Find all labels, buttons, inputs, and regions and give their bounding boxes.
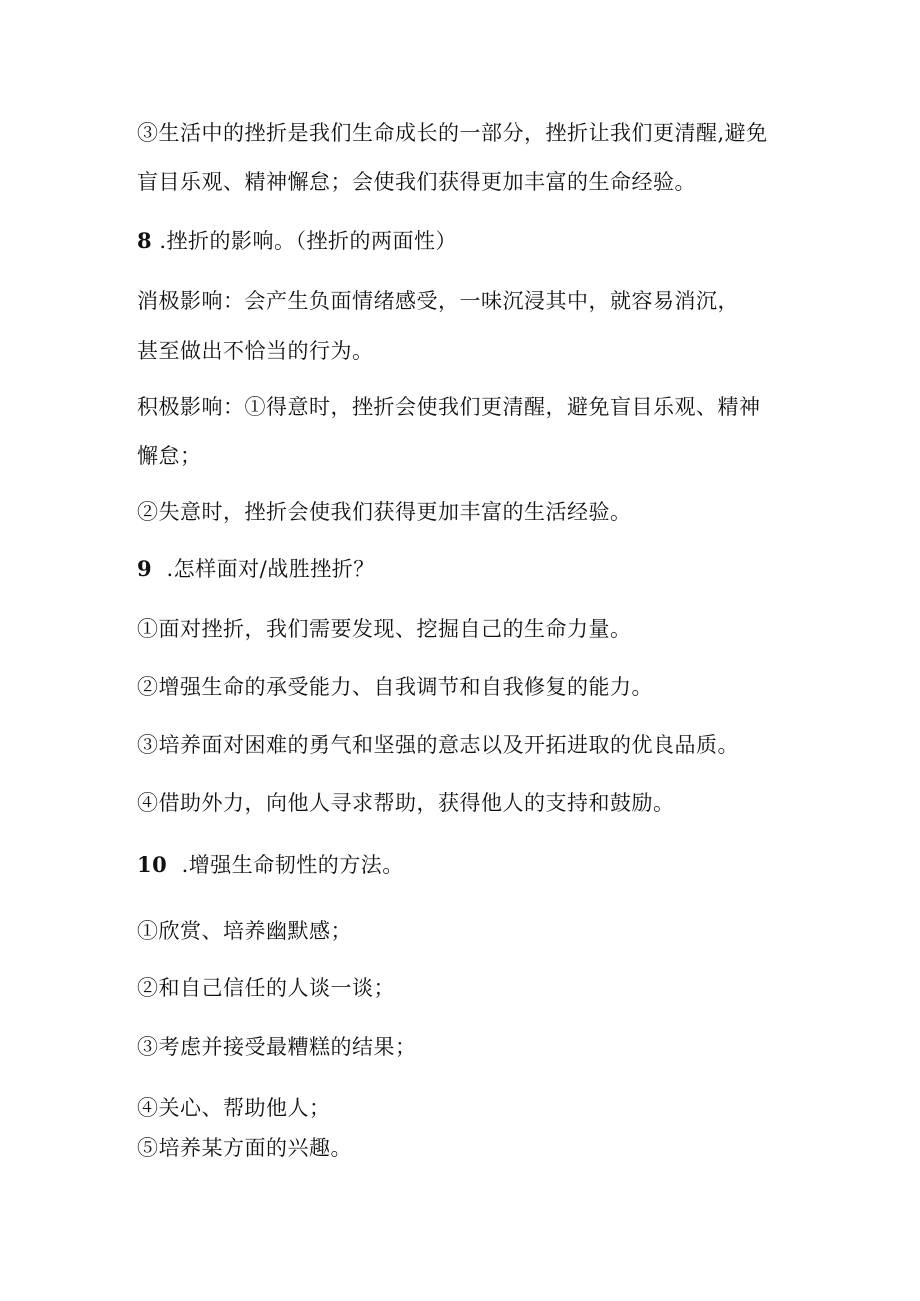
section-title: .增强生命韧性的方法。 [181, 853, 404, 877]
section-title: .怎样面对/战胜挫折？ [166, 557, 375, 581]
list-item: ⑤培养某方面的兴趣。 [137, 1136, 352, 1160]
paragraph-line: 消极影响：会产生负面情绪感受，一味沉浸其中，就容易消沉， [137, 289, 739, 313]
list-item: ④借助外力，向他人寻求帮助，获得他人的支持和鼓励。 [137, 791, 675, 815]
section-number: 10 [137, 852, 168, 877]
list-item: ②和自己信任的人谈一谈； [137, 976, 395, 1000]
section-heading-10 [137, 850, 404, 880]
list-item: ②增强生命的承受能力、自我调节和自我修复的能力。 [137, 675, 653, 699]
list-item: ③考虑并接受最糟糕的结果； [137, 1035, 417, 1059]
paragraph-line: 甚至做出不恰当的行为。 [137, 339, 374, 363]
list-item: ③培养面对困难的勇气和坚强的意志以及开拓进取的优良品质。 [137, 733, 739, 757]
section-number: 9 [137, 556, 153, 581]
section-number: 8 [137, 228, 153, 253]
list-item: ①欣赏、培养幽默感； [137, 919, 352, 943]
section-title: .挫折的影响。（挫折的两面性） [159, 229, 457, 253]
paragraph-line: ③生活中的挫折是我们生命成长的一部分，挫折让我们更清醒,避免 [137, 121, 768, 145]
paragraph-line: 懈怠； [137, 444, 202, 468]
paragraph-line: ②失意时，挫折会使我们获得更加丰富的生活经验。 [137, 500, 632, 524]
paragraph-line: 积极影响：①得意时，挫折会使我们更清醒，避免盲目乐观、精神 [137, 395, 761, 419]
list-item: ①面对挫折，我们需要发现、挖掘自己的生命力量。 [137, 617, 632, 641]
section-heading-9 [137, 554, 375, 584]
paragraph-line: 盲目乐观、精神懈怠；会使我们获得更加丰富的生命经验。 [137, 170, 696, 194]
list-item: ④关心、帮助他人； [137, 1096, 331, 1120]
section-heading-8 [137, 226, 457, 256]
